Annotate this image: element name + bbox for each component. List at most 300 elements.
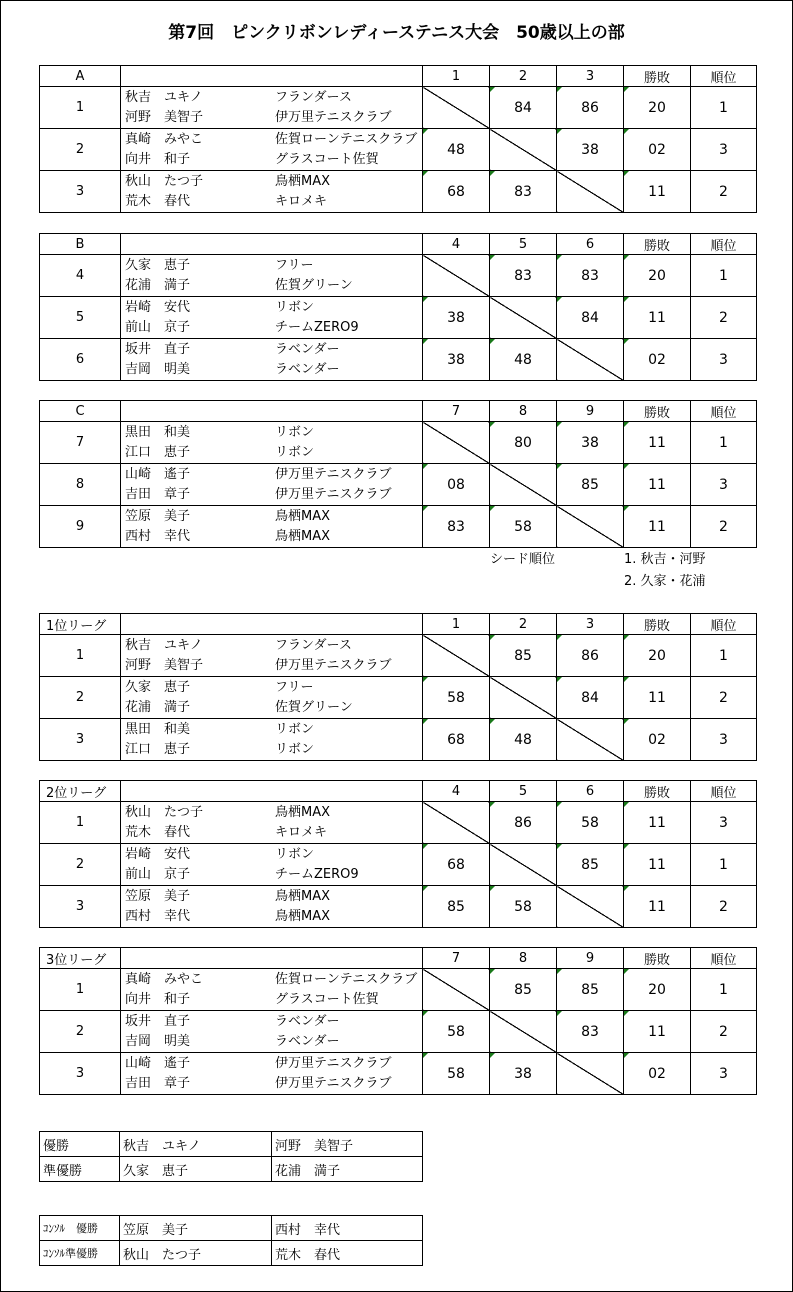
self-match-cell bbox=[557, 171, 624, 213]
self-match-cell bbox=[490, 844, 557, 886]
score-cell: 83 bbox=[490, 255, 557, 297]
self-match-cell bbox=[557, 719, 624, 761]
award-player-1: 久家 恵子 bbox=[120, 1157, 272, 1182]
opponent-column-header: 4 bbox=[423, 234, 490, 255]
pair-number: 2 bbox=[40, 844, 121, 886]
player-name: 岩崎 安代 bbox=[125, 846, 191, 862]
player-line bbox=[121, 172, 422, 192]
rank-cell: 2 bbox=[691, 171, 757, 213]
player-name: 前山 京子 bbox=[125, 319, 191, 335]
award-player-2: 花浦 満子 bbox=[272, 1157, 423, 1182]
table-row bbox=[40, 677, 757, 719]
player-name: 吉田 章子 bbox=[125, 1075, 191, 1091]
table-row bbox=[40, 1053, 757, 1095]
player-name: 真崎 みやこ bbox=[125, 971, 204, 987]
score-cell: 38 bbox=[423, 339, 490, 381]
table-row bbox=[40, 297, 757, 339]
awards-table bbox=[39, 1131, 423, 1182]
table-header-row bbox=[40, 401, 757, 422]
consolation-awards-table bbox=[39, 1215, 423, 1266]
pair-number: 3 bbox=[40, 719, 121, 761]
player-name: 荒木 春代 bbox=[125, 193, 191, 209]
self-match-cell bbox=[490, 297, 557, 339]
score-cell: 38 bbox=[557, 422, 624, 464]
rank-header: 順位 bbox=[691, 948, 757, 969]
self-match-cell bbox=[557, 886, 624, 928]
player-club: 伊万里テニスクラブ bbox=[275, 466, 392, 482]
player-name: 吉岡 明美 bbox=[125, 1033, 191, 1049]
player-line bbox=[121, 88, 422, 108]
score-cell: 58 bbox=[423, 677, 490, 719]
consolation-row-runner-up bbox=[40, 1241, 423, 1266]
pair-number: 1 bbox=[40, 635, 121, 677]
group-label: 2位リーグ bbox=[40, 781, 121, 802]
score-cell: 85 bbox=[490, 969, 557, 1011]
self-match-cell bbox=[490, 464, 557, 506]
table-header-row bbox=[40, 234, 757, 255]
pair-players bbox=[121, 677, 423, 719]
player-club: 佐賀ローンテニスクラブ bbox=[275, 131, 418, 147]
award-label: ｺﾝｿﾙ準優勝 bbox=[40, 1241, 120, 1266]
pair-players bbox=[121, 635, 423, 677]
win-loss-header: 勝敗 bbox=[624, 948, 691, 969]
player-club: ラベンダー bbox=[275, 361, 340, 377]
win-loss-cell: 11 bbox=[624, 1011, 691, 1053]
award-row-runner-up bbox=[40, 1157, 423, 1182]
pair-number: 5 bbox=[40, 297, 121, 339]
rank-cell: 3 bbox=[691, 129, 757, 171]
player-club: キロメキ bbox=[275, 193, 328, 209]
pair-number: 8 bbox=[40, 464, 121, 506]
league-table bbox=[39, 947, 757, 1095]
opponent-column-header: 3 bbox=[557, 66, 624, 87]
pair-players bbox=[121, 464, 423, 506]
table-header-row bbox=[40, 948, 757, 969]
opponent-column-header: 1 bbox=[423, 66, 490, 87]
score-cell: 38 bbox=[423, 297, 490, 339]
opponent-column-header: 7 bbox=[423, 401, 490, 422]
seed-line-1: 1. 秋吉・河野 bbox=[624, 552, 706, 567]
table-row bbox=[40, 339, 757, 381]
player-line bbox=[121, 443, 422, 463]
pair-players bbox=[121, 255, 423, 297]
self-match-cell bbox=[557, 506, 624, 548]
score-cell: 85 bbox=[423, 886, 490, 928]
pair-number: 2 bbox=[40, 129, 121, 171]
player-club: 伊万里テニスクラブ bbox=[275, 486, 392, 502]
opponent-column-header: 7 bbox=[423, 948, 490, 969]
pair-players bbox=[121, 844, 423, 886]
win-loss-cell: 20 bbox=[624, 635, 691, 677]
score-cell: 85 bbox=[557, 464, 624, 506]
score-cell: 38 bbox=[557, 129, 624, 171]
player-name: 真崎 みやこ bbox=[125, 131, 204, 147]
table-row bbox=[40, 129, 757, 171]
league-table bbox=[39, 780, 757, 928]
player-line bbox=[121, 340, 422, 360]
player-name: 向井 和子 bbox=[125, 151, 191, 167]
league-table bbox=[39, 65, 757, 213]
self-match-cell bbox=[423, 87, 490, 129]
player-line bbox=[121, 740, 422, 760]
player-name: 久家 恵子 bbox=[125, 679, 191, 695]
self-match-cell bbox=[423, 635, 490, 677]
player-club: 鳥栖MAX bbox=[275, 173, 331, 189]
page-title: 第7回 ピンクリボンレディーステニス大会 50歳以上の部 bbox=[168, 23, 625, 43]
award-label: 優勝 bbox=[40, 1132, 120, 1157]
win-loss-cell: 11 bbox=[624, 802, 691, 844]
player-name: 秋吉 ユキノ bbox=[125, 89, 203, 105]
group-label: A bbox=[40, 66, 121, 87]
win-loss-header: 勝敗 bbox=[624, 234, 691, 255]
player-line bbox=[121, 360, 422, 380]
player-club: ラベンダー bbox=[275, 1033, 340, 1049]
player-name: 吉岡 明美 bbox=[125, 361, 191, 377]
rank-cell: 3 bbox=[691, 464, 757, 506]
rank-cell: 2 bbox=[691, 506, 757, 548]
player-club: フリー bbox=[275, 257, 314, 273]
score-cell: 58 bbox=[423, 1011, 490, 1053]
table-row bbox=[40, 844, 757, 886]
group-label: 3位リーグ bbox=[40, 948, 121, 969]
score-cell: 84 bbox=[557, 297, 624, 339]
header-blank bbox=[121, 234, 423, 255]
award-label: ｺﾝｿﾙ 優勝 bbox=[40, 1216, 120, 1241]
player-name: 吉田 章子 bbox=[125, 486, 191, 502]
rank-cell: 3 bbox=[691, 719, 757, 761]
player-line bbox=[121, 990, 422, 1010]
player-name: 前山 京子 bbox=[125, 866, 191, 882]
pair-number: 3 bbox=[40, 171, 121, 213]
player-line bbox=[121, 150, 422, 170]
rank-cell: 1 bbox=[691, 255, 757, 297]
player-name: 江口 恵子 bbox=[125, 741, 191, 757]
player-club: リボン bbox=[275, 299, 315, 315]
player-club: フランダース bbox=[275, 637, 352, 653]
header-blank bbox=[121, 614, 423, 635]
player-club: チームZERO9 bbox=[275, 866, 359, 882]
score-cell: 68 bbox=[423, 171, 490, 213]
rank-cell: 1 bbox=[691, 969, 757, 1011]
player-line bbox=[121, 423, 422, 443]
table-row bbox=[40, 1011, 757, 1053]
rank-cell: 1 bbox=[691, 87, 757, 129]
award-player-1: 秋吉 ユキノ bbox=[120, 1132, 272, 1157]
seed-label: シード順位 bbox=[490, 552, 556, 567]
pair-number: 2 bbox=[40, 1011, 121, 1053]
player-line bbox=[121, 678, 422, 698]
header-blank bbox=[121, 66, 423, 87]
self-match-cell bbox=[490, 129, 557, 171]
pair-players bbox=[121, 802, 423, 844]
league-table bbox=[39, 233, 757, 381]
rank-header: 順位 bbox=[691, 66, 757, 87]
self-match-cell bbox=[557, 1053, 624, 1095]
player-line bbox=[121, 1012, 422, 1032]
player-club: 伊万里テニスクラブ bbox=[275, 109, 392, 125]
win-loss-cell: 11 bbox=[624, 506, 691, 548]
table-header-row bbox=[40, 781, 757, 802]
player-club: リボン bbox=[275, 741, 315, 757]
player-club: ラベンダー bbox=[275, 341, 340, 357]
pair-players bbox=[121, 506, 423, 548]
player-line bbox=[121, 192, 422, 212]
win-loss-cell: 02 bbox=[624, 719, 691, 761]
win-loss-cell: 02 bbox=[624, 1053, 691, 1095]
player-club: 鳥栖MAX bbox=[275, 888, 331, 904]
player-club: リボン bbox=[275, 721, 315, 737]
opponent-column-header: 6 bbox=[557, 781, 624, 802]
player-club: 佐賀ローンテニスクラブ bbox=[275, 971, 418, 987]
pair-number: 3 bbox=[40, 886, 121, 928]
header-blank bbox=[121, 781, 423, 802]
group-label: B bbox=[40, 234, 121, 255]
self-match-cell bbox=[423, 255, 490, 297]
self-match-cell bbox=[490, 1011, 557, 1053]
opponent-column-header: 2 bbox=[490, 614, 557, 635]
player-line bbox=[121, 507, 422, 527]
pair-players bbox=[121, 87, 423, 129]
score-cell: 86 bbox=[490, 802, 557, 844]
rank-header: 順位 bbox=[691, 614, 757, 635]
pair-players bbox=[121, 422, 423, 464]
score-cell: 86 bbox=[557, 87, 624, 129]
win-loss-cell: 11 bbox=[624, 886, 691, 928]
score-cell: 83 bbox=[557, 255, 624, 297]
win-loss-cell: 11 bbox=[624, 464, 691, 506]
player-line bbox=[121, 108, 422, 128]
player-name: 笠原 美子 bbox=[125, 888, 191, 904]
player-line bbox=[121, 823, 422, 843]
player-line bbox=[121, 970, 422, 990]
award-player-1: 秋山 たつ子 bbox=[120, 1241, 272, 1266]
pair-number: 1 bbox=[40, 87, 121, 129]
player-name: 岩崎 安代 bbox=[125, 299, 191, 315]
pair-number: 4 bbox=[40, 255, 121, 297]
table-row bbox=[40, 506, 757, 548]
score-cell: 48 bbox=[490, 339, 557, 381]
win-loss-header: 勝敗 bbox=[624, 614, 691, 635]
table-row bbox=[40, 886, 757, 928]
score-cell: 85 bbox=[490, 635, 557, 677]
player-club: 鳥栖MAX bbox=[275, 508, 331, 524]
win-loss-header: 勝敗 bbox=[624, 401, 691, 422]
player-line bbox=[121, 698, 422, 718]
player-name: 花浦 満子 bbox=[125, 699, 191, 715]
player-line bbox=[121, 720, 422, 740]
win-loss-cell: 11 bbox=[624, 171, 691, 213]
pair-players bbox=[121, 171, 423, 213]
player-line bbox=[121, 318, 422, 338]
award-player-2: 荒木 春代 bbox=[272, 1241, 423, 1266]
self-match-cell bbox=[423, 969, 490, 1011]
player-club: フリー bbox=[275, 679, 314, 695]
table-header-row bbox=[40, 66, 757, 87]
pair-players bbox=[121, 1053, 423, 1095]
rank-cell: 3 bbox=[691, 1053, 757, 1095]
pair-players bbox=[121, 969, 423, 1011]
player-name: 花浦 満子 bbox=[125, 277, 191, 293]
player-name: 坂井 直子 bbox=[125, 1013, 191, 1029]
table-row bbox=[40, 969, 757, 1011]
rank-cell: 2 bbox=[691, 297, 757, 339]
score-cell: 68 bbox=[423, 719, 490, 761]
score-cell: 85 bbox=[557, 844, 624, 886]
rank-cell: 2 bbox=[691, 886, 757, 928]
player-name: 荒木 春代 bbox=[125, 824, 191, 840]
win-loss-cell: 20 bbox=[624, 969, 691, 1011]
table-row bbox=[40, 635, 757, 677]
rank-cell: 2 bbox=[691, 1011, 757, 1053]
score-cell: 85 bbox=[557, 969, 624, 1011]
table-row bbox=[40, 464, 757, 506]
seed-line-2: 2. 久家・花浦 bbox=[624, 574, 706, 589]
player-line bbox=[121, 907, 422, 927]
rank-header: 順位 bbox=[691, 781, 757, 802]
score-cell: 48 bbox=[490, 719, 557, 761]
player-name: 西村 幸代 bbox=[125, 528, 191, 544]
player-line bbox=[121, 636, 422, 656]
win-loss-cell: 20 bbox=[624, 255, 691, 297]
league-table bbox=[39, 400, 757, 548]
player-name: 山崎 遙子 bbox=[125, 1055, 191, 1071]
player-name: 山崎 遙子 bbox=[125, 466, 191, 482]
opponent-column-header: 2 bbox=[490, 66, 557, 87]
score-cell: 84 bbox=[490, 87, 557, 129]
score-cell: 68 bbox=[423, 844, 490, 886]
player-line bbox=[121, 485, 422, 505]
player-name: 河野 美智子 bbox=[125, 657, 204, 673]
player-line bbox=[121, 865, 422, 885]
league-table bbox=[39, 613, 757, 761]
score-cell: 58 bbox=[490, 886, 557, 928]
player-line bbox=[121, 276, 422, 296]
pair-players bbox=[121, 886, 423, 928]
table-row bbox=[40, 171, 757, 213]
header-blank bbox=[121, 401, 423, 422]
player-line bbox=[121, 1054, 422, 1074]
pair-number: 2 bbox=[40, 677, 121, 719]
player-name: 久家 恵子 bbox=[125, 257, 191, 273]
player-club: 伊万里テニスクラブ bbox=[275, 1075, 392, 1091]
pair-number: 1 bbox=[40, 969, 121, 1011]
rank-cell: 1 bbox=[691, 844, 757, 886]
opponent-column-header: 4 bbox=[423, 781, 490, 802]
player-club: 鳥栖MAX bbox=[275, 804, 331, 820]
rank-cell: 1 bbox=[691, 422, 757, 464]
table-row bbox=[40, 719, 757, 761]
player-line bbox=[121, 887, 422, 907]
player-club: 伊万里テニスクラブ bbox=[275, 1055, 392, 1071]
win-loss-cell: 11 bbox=[624, 422, 691, 464]
rank-cell: 1 bbox=[691, 635, 757, 677]
player-line bbox=[121, 656, 422, 676]
player-line bbox=[121, 465, 422, 485]
player-club: 鳥栖MAX bbox=[275, 908, 331, 924]
opponent-column-header: 8 bbox=[490, 948, 557, 969]
score-cell: 83 bbox=[557, 1011, 624, 1053]
score-cell: 08 bbox=[423, 464, 490, 506]
pair-number: 9 bbox=[40, 506, 121, 548]
self-match-cell bbox=[490, 677, 557, 719]
award-player-1: 笠原 美子 bbox=[120, 1216, 272, 1241]
award-player-2: 河野 美智子 bbox=[272, 1132, 423, 1157]
win-loss-cell: 20 bbox=[624, 87, 691, 129]
player-club: ラベンダー bbox=[275, 1013, 340, 1029]
rank-header: 順位 bbox=[691, 234, 757, 255]
win-loss-header: 勝敗 bbox=[624, 781, 691, 802]
player-name: 秋山 たつ子 bbox=[125, 804, 204, 820]
opponent-column-header: 1 bbox=[423, 614, 490, 635]
opponent-column-header: 8 bbox=[490, 401, 557, 422]
player-line bbox=[121, 1032, 422, 1052]
player-name: 西村 幸代 bbox=[125, 908, 191, 924]
rank-cell: 3 bbox=[691, 802, 757, 844]
player-name: 秋吉 ユキノ bbox=[125, 637, 203, 653]
player-name: 坂井 直子 bbox=[125, 341, 191, 357]
player-line bbox=[121, 256, 422, 276]
score-cell: 58 bbox=[423, 1053, 490, 1095]
player-club: 伊万里テニスクラブ bbox=[275, 657, 392, 673]
win-loss-cell: 11 bbox=[624, 677, 691, 719]
win-loss-cell: 11 bbox=[624, 844, 691, 886]
score-cell: 80 bbox=[490, 422, 557, 464]
player-name: 秋山 たつ子 bbox=[125, 173, 204, 189]
player-club: チームZERO9 bbox=[275, 319, 359, 335]
award-row-winner bbox=[40, 1132, 423, 1157]
table-row bbox=[40, 802, 757, 844]
header-blank bbox=[121, 948, 423, 969]
pair-players bbox=[121, 1011, 423, 1053]
opponent-column-header: 3 bbox=[557, 614, 624, 635]
group-label: 1位リーグ bbox=[40, 614, 121, 635]
award-label: 準優勝 bbox=[40, 1157, 120, 1182]
opponent-column-header: 9 bbox=[557, 948, 624, 969]
score-cell: 86 bbox=[557, 635, 624, 677]
player-name: 河野 美智子 bbox=[125, 109, 204, 125]
win-loss-cell: 11 bbox=[624, 297, 691, 339]
win-loss-cell: 02 bbox=[624, 129, 691, 171]
table-row bbox=[40, 422, 757, 464]
opponent-column-header: 5 bbox=[490, 781, 557, 802]
win-loss-cell: 02 bbox=[624, 339, 691, 381]
player-club: グラスコート佐賀 bbox=[275, 991, 379, 1007]
rank-cell: 3 bbox=[691, 339, 757, 381]
player-line bbox=[121, 298, 422, 318]
score-cell: 38 bbox=[490, 1053, 557, 1095]
score-cell: 58 bbox=[490, 506, 557, 548]
player-name: 笠原 美子 bbox=[125, 508, 191, 524]
player-name: 黒田 和美 bbox=[125, 424, 191, 440]
player-line bbox=[121, 130, 422, 150]
table-row bbox=[40, 87, 757, 129]
win-loss-header: 勝敗 bbox=[624, 66, 691, 87]
award-player-2: 西村 幸代 bbox=[272, 1216, 423, 1241]
score-cell: 84 bbox=[557, 677, 624, 719]
player-name: 黒田 和美 bbox=[125, 721, 191, 737]
self-match-cell bbox=[557, 339, 624, 381]
player-club: 鳥栖MAX bbox=[275, 528, 331, 544]
pair-number: 3 bbox=[40, 1053, 121, 1095]
player-club: グラスコート佐賀 bbox=[275, 151, 379, 167]
table-header-row bbox=[40, 614, 757, 635]
group-label: C bbox=[40, 401, 121, 422]
pair-players bbox=[121, 339, 423, 381]
player-club: リボン bbox=[275, 846, 315, 862]
pair-number: 6 bbox=[40, 339, 121, 381]
rank-header: 順位 bbox=[691, 401, 757, 422]
pair-number: 1 bbox=[40, 802, 121, 844]
